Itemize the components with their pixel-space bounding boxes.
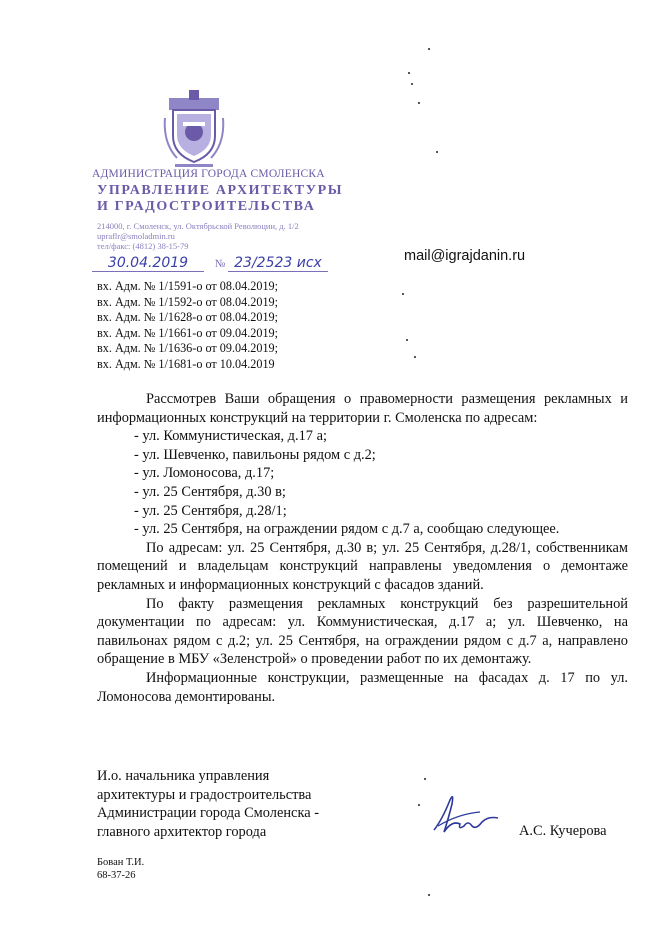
department-line-1: УПРАВЛЕНИЕ АРХИТЕКТУРЫ	[97, 183, 344, 198]
letter-body	[97, 390, 628, 706]
handwritten-signature	[428, 790, 508, 840]
signatory-title-line: архитектуры и градостроительства	[97, 786, 312, 803]
executor-phone: 68-37-26	[97, 870, 136, 881]
scan-speck	[424, 778, 426, 780]
signatory-title-line: И.о. начальника управления	[97, 768, 270, 784]
reference-item: вх. Адм. № 1/1661-о от 09.04.2019;	[97, 325, 279, 340]
letterhead-email: upraflr@smoladmin.ru	[97, 231, 175, 241]
letterhead-contacts	[97, 221, 299, 251]
signatory-name: А.С. Кучерова	[519, 823, 607, 839]
signatory-title-line: Администрации города Смоленска -	[97, 805, 320, 822]
incoming-references	[97, 279, 278, 372]
address-item: - ул. Ломоносова, д.17;	[134, 465, 275, 482]
scan-speck	[408, 72, 410, 74]
reference-item: вх. Адм. № 1/1636-о от 09.04.2019;	[97, 341, 279, 355]
reference-item: вх. Адм. № 1/1592-о от 08.04.2019;	[97, 294, 279, 309]
department-name	[97, 183, 343, 215]
address-item: - ул. Шевченко, павильоны рядом с д.2;	[134, 446, 376, 463]
outgoing-line	[92, 255, 328, 272]
address-item: - ул. Коммунистическая, д.17 а;	[134, 428, 327, 445]
department-line-2: И ГРАДОСТРОИТЕЛЬСТВА	[97, 199, 316, 214]
paragraph-notices: По адресам: ул. 25 Сентября, д.30 в; ул. 25 Сентября, д.28/1, собственникам помещений и владельцам конструкций направлены уведомления о демонтаже рекламных и информационных конструкций с фасадов зданий.	[97, 539, 628, 593]
signatory-title	[97, 767, 319, 841]
reference-item: вх. Адм. № 1/1591-о от 08.04.2019;	[97, 279, 279, 293]
scan-speck	[436, 151, 438, 153]
reference-item: вх. Адм. № 1/1681-о от 10.04.2019	[97, 356, 275, 371]
executor-info	[97, 856, 144, 882]
recipient-email: mail@igrajdanin.ru	[404, 248, 526, 264]
outgoing-date: 30.04.2019	[107, 255, 189, 271]
scan-speck	[414, 356, 416, 358]
reference-item: вх. Адм. № 1/1628-о от 08.04.2019;	[97, 310, 279, 324]
paragraph-dismantling-request: По факту размещения рекламных конструкций без разрешительной документации по адресам: ул. Коммунистическая, д.17 а; ул. Шевченко, на павильонах рядом с д.2; ул. 25 Сентября, на ограждении рядом с д.7 а, направлено обращение в МБУ «Зеленстрой» о проведении работ по их демонтажу.	[97, 595, 628, 668]
scan-speck	[402, 293, 404, 295]
scan-speck	[406, 339, 408, 341]
paragraph-dismantled: Информационные конструкции, размещенные на фасадах д. 17 по ул. Ломоносова демонтированы.	[97, 669, 628, 705]
outgoing-number: 23/2523 исх	[234, 255, 322, 271]
number-sign: №	[214, 258, 226, 270]
address-item: - ул. 25 Сентября, на ограждении рядом с д.7 а, сообщаю следующее.	[134, 521, 560, 538]
executor-name: Бован Т.И.	[97, 857, 145, 868]
letterhead-phone: тел/факс: (4812) 38-15-79	[97, 241, 189, 251]
scan-speck	[428, 894, 430, 896]
scan-speck	[411, 83, 413, 85]
scan-speck	[418, 804, 420, 806]
signatory-title-line: главного архитектор города	[97, 823, 267, 840]
intro-paragraph: Рассмотрев Ваши обращения о правомерности размещения рекламных и информационных конструкций на территории г. Смоленска по адресам:	[97, 391, 628, 426]
letterhead-address: 214000, г. Смоленск, ул. Октябрьской Революции, д. 1/2	[97, 221, 299, 231]
address-item: - ул. 25 Сентября, д.30 в;	[134, 483, 286, 500]
administration-name: АДМИНИСТРАЦИЯ ГОРОДА СМОЛЕНСКА	[92, 168, 325, 180]
scan-speck	[428, 48, 430, 50]
address-item: - ул. 25 Сентября, д.28/1;	[134, 502, 287, 519]
scan-speck	[418, 102, 420, 104]
city-emblem-icon	[163, 88, 225, 170]
